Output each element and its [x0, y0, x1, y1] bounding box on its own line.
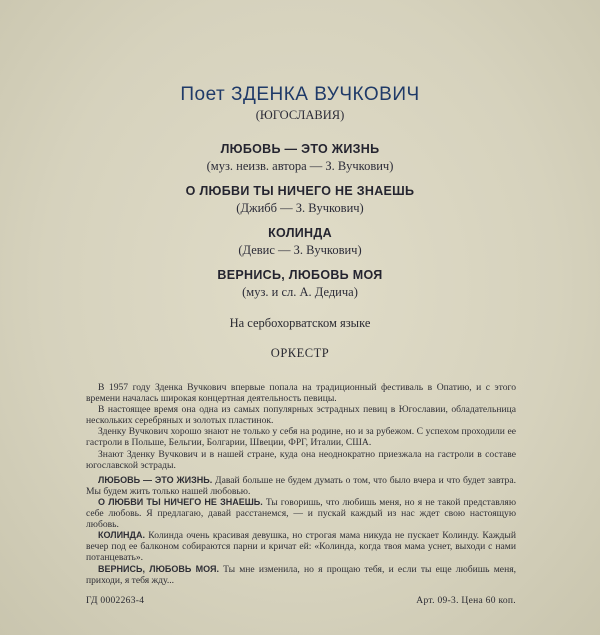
liner-notes [86, 382, 516, 586]
song-description-text: Ты говоришь, что любишь меня, но я не такой представляю себе любовь. Я предлагаю, давай расстанемся, — и пускай каждый из нас ждет свою настоящую любовь. [86, 496, 516, 531]
song-description-title: КОЛИНДА. [98, 530, 145, 541]
track-credit: (муз. и сл. А. Дедича) [242, 285, 358, 299]
track-title: ВЕРНИСЬ, ЛЮБОВЬ МОЯ [217, 268, 383, 282]
track-title: КОЛИНДА [268, 226, 332, 240]
track-title: ЛЮБОВЬ — ЭТО ЖИЗНЬ [220, 142, 380, 156]
track-4 [0, 268, 600, 300]
track-credit: (муз. неизв. автора — З. Вучкович) [206, 159, 394, 173]
country-subtitle: (ЮГОСЛАВИЯ) [255, 108, 345, 122]
song-description-title: ВЕРНИСЬ, ЛЮБОВЬ МОЯ. [98, 563, 219, 574]
song-description [86, 475, 516, 497]
track-credit: (Джибб — З. Вучкович) [236, 201, 364, 215]
orchestra-label: ОРКЕСТР [270, 346, 330, 360]
price-label: Арт. 09-3. Цена 60 коп. [416, 596, 516, 606]
song-description-text: Колинда очень красивая девушка, но строгая мама никуда не пускает Колинду. Каждый вечер под ее балконом собираются парни и кричат ей: «Колинда, когда твоя мама уснет, выходи с нами потанцевать». [86, 530, 516, 564]
notes-paragraph: В 1957 году Зденка Вучкович впервые попала на традиционный фестиваль в Опатию, и с этого времени началась широкая концертная деятельность певицы. [86, 382, 516, 405]
notes-paragraph: Знают Зденку Вучкович и в нашей стране, куда она неоднократно приезжала на гастроли в составе югославской эстрады. [86, 448, 516, 471]
track-2 [0, 184, 600, 216]
track-credit: (Девис — З. Вучкович) [238, 243, 362, 257]
song-description [86, 564, 516, 586]
track-3 [0, 226, 600, 258]
page-title: Поет ЗДЕНКА ВУЧКОВИЧ [180, 84, 420, 105]
track-title: О ЛЮБВИ ТЫ НИЧЕГО НЕ ЗНАЕШЬ [185, 184, 415, 198]
song-description-title: ЛЮБОВЬ — ЭТО ЖИЗНЬ. [98, 474, 213, 485]
song-description-text: Ты мне изменила, но я прощаю тебя, и если ты еще любишь меня, приходи, я тебя жду... [86, 563, 517, 586]
song-description-text: Давай больше не будем думать о том, что было вчера и что будет завтра. Мы будем жить только нашей любовью. [86, 474, 517, 497]
track-1 [0, 142, 600, 174]
song-description-title: О ЛЮБВИ ТЫ НИЧЕГО НЕ ЗНАЕШЬ. [98, 496, 263, 507]
song-description [86, 530, 516, 563]
notes-paragraph: В настоящее время она одна из самых популярных эстрадных певиц в Югославии, обладательница нескольких серебряных и золотых пластинок. [86, 404, 516, 427]
notes-paragraph: Зденку Вучкович хорошо знают не только у себя на родине, но и за рубежом. С успехом проходили ее гастроли в Польше, Бельгии, Болгарии, Швеции, ФРГ, Италии, США. [86, 426, 516, 449]
catalog-number: ГД 0002263-4 [86, 596, 145, 606]
language-note: На сербохорватском языке [229, 316, 371, 330]
song-description [86, 497, 516, 530]
